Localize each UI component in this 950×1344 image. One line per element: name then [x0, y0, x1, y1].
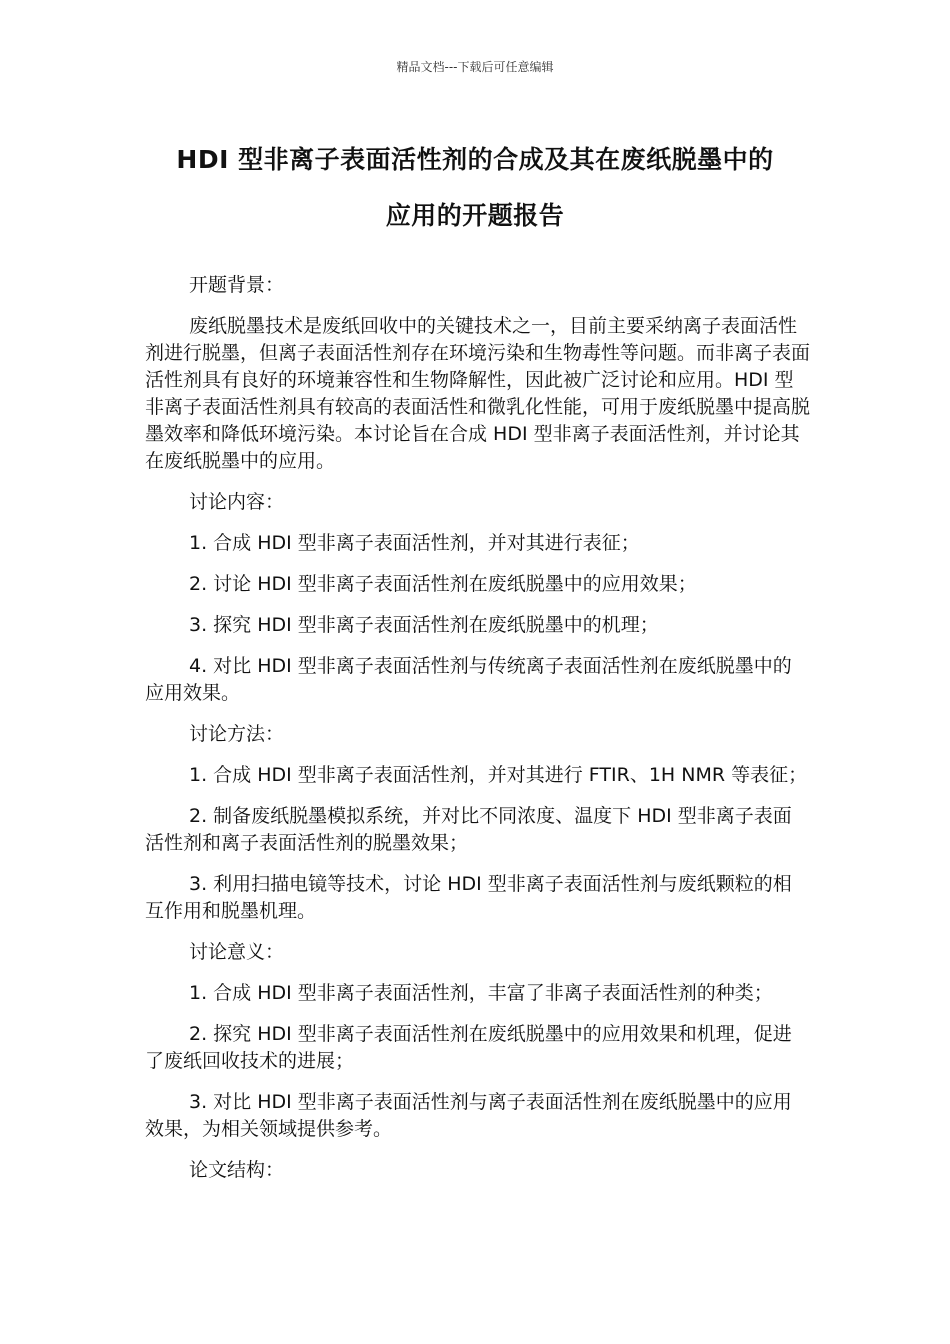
list-item: 3. 探究 HDI 型非离子表面活性剂在废纸脱墨中的机理； — [189, 614, 659, 636]
list-item: 2. 探究 HDI 型非离子表面活性剂在废纸脱墨中的应用效果和机理，促进了废纸回收技术的进展； — [145, 1023, 792, 1072]
list-item: 1. 合成 HDI 型非离子表面活性剂，并对其进行表征； — [189, 532, 640, 554]
list-item: 2. 制备废纸脱墨模拟系统，并对比不同浓度、温度下 HDI 型非离子表面活性剂和离子表面活性剂的脱墨效果； — [145, 805, 792, 854]
list-item: 3. 对比 HDI 型非离子表面活性剂与离子表面活性剂在废纸脱墨中的应用效果，为相关领域提供参考。 — [145, 1091, 792, 1140]
document-body — [145, 272, 810, 1198]
section-heading-significance: 讨论意义： — [189, 941, 285, 963]
section-heading-structure: 论文结构： — [189, 1159, 285, 1181]
paragraph-background: 废纸脱墨技术是废纸回收中的关键技术之一，目前主要采纳离子表面活性剂进行脱墨，但离子表面活性剂存在环境污染和生物毒性等问题。而非离子表面活性剂具有良好的环境兼容性和生物降解性，因此被广泛讨论和应用。HDI 型非离子表面活性剂具有较高的表面活性和微乳化性能，可用于废纸脱墨中提高脱墨效率和降低环境污染。本讨论旨在合成 HDI 型非离子表面活性剂，并讨论其在废纸脱墨中的应用。 — [145, 315, 811, 472]
list-item: 1. 合成 HDI 型非离子表面活性剂，并对其进行 FTIR、1H NMR 等表征； — [189, 764, 808, 786]
list-item: 3. 利用扫描电镜等技术，讨论 HDI 型非离子表面活性剂与废纸颗粒的相互作用和脱墨机理。 — [145, 873, 792, 922]
section-heading-method: 讨论方法： — [189, 723, 285, 745]
title-line-2: 应用的开题报告 — [385, 201, 565, 230]
list-item: 4. 对比 HDI 型非离子表面活性剂与传统离子表面活性剂在废纸脱墨中的应用效果。 — [145, 655, 792, 704]
list-item: 1. 合成 HDI 型非离子表面活性剂，丰富了非离子表面活性剂的种类； — [189, 982, 773, 1004]
section-heading-background: 开题背景： — [189, 274, 285, 296]
title-line-1: HDI 型非离子表面活性剂的合成及其在废纸脱墨中的 — [176, 145, 774, 174]
document-title — [130, 132, 820, 244]
list-item: 2. 讨论 HDI 型非离子表面活性剂在废纸脱墨中的应用效果； — [189, 573, 697, 595]
section-heading-content: 讨论内容： — [189, 491, 285, 513]
page-header: 精品文档---下载后可任意编辑 — [396, 60, 554, 74]
